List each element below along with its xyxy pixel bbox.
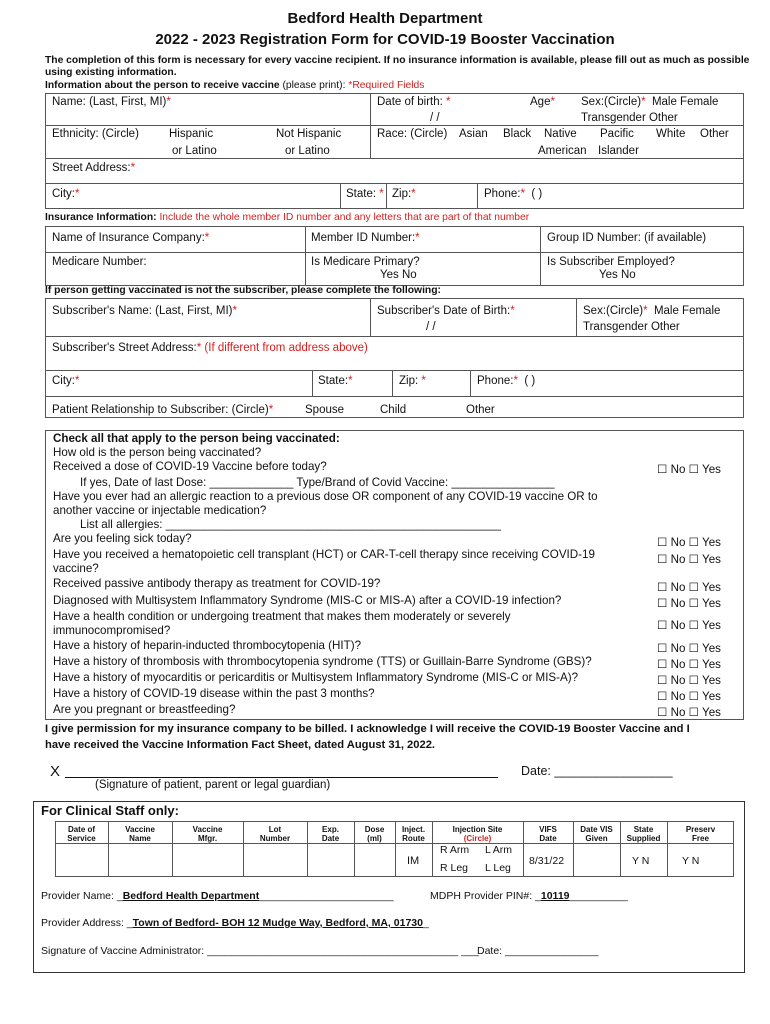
- noyes-pregnant[interactable]: ☐ No ☐ Yes: [657, 706, 721, 719]
- ethnicity-hispanic[interactable]: Hispanic: [169, 128, 214, 140]
- q-immuno-2: immunocompromised?: [53, 624, 171, 637]
- race-black[interactable]: Black: [503, 128, 532, 140]
- patient-age-field[interactable]: Age*: [530, 96, 555, 108]
- patient-dob-slashes: / /: [430, 112, 440, 124]
- relationship-label: Patient Relationship to Subscriber: (Circle)*: [52, 404, 274, 416]
- noyes-tts[interactable]: ☐ No ☐ Yes: [657, 658, 721, 671]
- site-l-arm[interactable]: L Arm: [485, 844, 513, 856]
- provider-address: Provider Address: _Town of Bedford- BOH 12 Mudge Way, Bedford, MA, 01730_: [41, 917, 429, 929]
- phone-field[interactable]: Phone:* ( ): [484, 188, 543, 200]
- intro-text-line1: The completion of this form is necessary for every vaccine recipient. If no insurance information is available, please fill out as much as possible: [45, 55, 750, 66]
- state-field[interactable]: State: *: [346, 188, 384, 200]
- patient-date-field[interactable]: Date: _________________: [521, 764, 673, 778]
- q-how-old: How old is the person being vaccinated?: [53, 446, 262, 459]
- q-hct-2: vaccine?: [53, 562, 99, 575]
- patient-sex-field[interactable]: Sex:(Circle)* Male Female: [581, 96, 719, 108]
- noyes-sick[interactable]: ☐ No ☐ Yes: [657, 553, 721, 566]
- medicare-primary-options[interactable]: Yes No: [380, 269, 417, 281]
- insurance-company-field[interactable]: Name of Insurance Company:*: [52, 232, 210, 244]
- race-native-2[interactable]: American: [538, 145, 587, 157]
- intro-text-line2: using existing information.: [45, 67, 177, 78]
- group-id-field[interactable]: Group ID Number: (if available): [547, 232, 707, 244]
- noyes-covid-3mo[interactable]: ☐ No ☐ Yes: [657, 690, 721, 703]
- ethnicity-hispanic-2[interactable]: or Latino: [172, 145, 217, 157]
- relationship-other[interactable]: Other: [466, 404, 495, 416]
- race-native[interactable]: Native: [544, 128, 577, 140]
- subscriber-sex-options[interactable]: Transgender Other: [583, 321, 680, 333]
- noyes-myocarditis[interactable]: ☐ No ☐ Yes: [657, 674, 721, 687]
- site-l-leg[interactable]: L Leg: [485, 862, 511, 874]
- preserv-free-value[interactable]: Y N: [682, 855, 700, 867]
- signature-x: X: [50, 763, 61, 780]
- administrator-signature-field[interactable]: Signature of Vaccine Administrator: ___________________________________________ ___: [41, 945, 479, 957]
- relationship-spouse[interactable]: Spouse: [305, 404, 345, 416]
- patient-signature-line[interactable]: [65, 777, 498, 778]
- q-hit: Have a history of heparin-inducted thrombocytopenia (HIT)?: [53, 639, 362, 652]
- q-immuno: Have a health condition or undergoing treatment that makes them moderately or severely: [53, 610, 511, 623]
- col-vifs-date: VIFS Date: [539, 825, 557, 843]
- route-value: IM: [407, 855, 420, 867]
- patient-dob-field[interactable]: Date of birth: *: [377, 96, 451, 108]
- q-covid-3mo: Have a history of COVID-19 disease within the past 3 months?: [53, 687, 375, 700]
- form-org-title: Bedford Health Department: [287, 10, 483, 27]
- noyes-allergic[interactable]: ☐ No ☐ Yes: [657, 536, 721, 549]
- subscriber-street-field[interactable]: Subscriber's Street Address:* (If different from address above): [52, 342, 368, 354]
- clinical-heading: For Clinical Staff only:: [41, 803, 179, 818]
- noyes-antibody[interactable]: ☐ No ☐ Yes: [657, 597, 721, 610]
- subscriber-employed-field: Is Subscriber Employed?: [547, 256, 675, 268]
- subscriber-name-field[interactable]: Subscriber's Name: (Last, First, MI)*: [52, 305, 237, 317]
- subscriber-zip-field[interactable]: Zip: *: [399, 375, 426, 387]
- q-hct: Have you received a hematopoietic cell transplant (HCT) or CAR-T-cell therapy since receiving COVID-19: [53, 548, 595, 561]
- q-last-dose: If yes, Date of last Dose: _____________ Type/Brand of Covid Vaccine: ________________: [80, 476, 555, 489]
- patient-name-field[interactable]: Name: (Last, First, MI)*: [52, 96, 171, 108]
- relationship-child[interactable]: Child: [380, 404, 407, 416]
- state-supplied-value[interactable]: Y N: [632, 855, 650, 867]
- subscriber-heading: If person getting vaccinated is not the subscriber, please complete the following:: [45, 285, 441, 296]
- race-pacific[interactable]: Pacific: [600, 128, 634, 140]
- q-pregnant: Are you pregnant or breastfeeding?: [53, 703, 236, 716]
- q-antibody: Received passive antibody therapy as treatment for COVID-19?: [53, 577, 381, 590]
- medicare-primary-field: Is Medicare Primary?: [311, 256, 420, 268]
- site-r-leg[interactable]: R Leg: [440, 862, 469, 874]
- mdph-pin: MDPH Provider PIN#: _10119__________: [430, 890, 628, 902]
- col-date-vis: Date VIS Given: [580, 825, 613, 843]
- col-state-supplied: State Supplied: [626, 825, 661, 843]
- administrator-date-field[interactable]: Date: ________________: [477, 945, 599, 957]
- street-address-field[interactable]: Street Address:*: [52, 162, 136, 174]
- q-myocarditis: Have a history of myocarditis or pericarditis or Multisystem Inflammatory Syndrome (MIS-C or MIS-A)?: [53, 671, 579, 684]
- col-lot-number: Lot Number: [259, 825, 291, 843]
- ethnicity-not-hispanic[interactable]: Not Hispanic: [276, 128, 342, 140]
- provider-name: Provider Name: _Bedford Health Department_______________________: [41, 890, 394, 902]
- subscriber-sex-field[interactable]: Sex:(Circle)* Male Female: [583, 305, 721, 317]
- subscriber-employed-options[interactable]: Yes No: [599, 269, 636, 281]
- signature-caption: (Signature of patient, parent or legal guardian): [95, 779, 331, 791]
- vifs-date-value: 8/31/22: [529, 855, 565, 867]
- noyes-hit[interactable]: ☐ No ☐ Yes: [657, 642, 721, 655]
- q-received-dose: Received a dose of COVID-19 Vaccine before today?: [53, 460, 327, 473]
- site-r-arm[interactable]: R Arm: [440, 844, 470, 856]
- checklist-heading: Check all that apply to the person being vaccinated:: [53, 432, 340, 445]
- subscriber-state-field[interactable]: State:*: [318, 375, 353, 387]
- consent-line1: I give permission for my insurance company to be billed. I acknowledge I will receive the COVID-19 Booster Vaccine and I: [45, 723, 690, 735]
- required-fields-note: *Required Fields: [348, 80, 425, 91]
- member-id-field[interactable]: Member ID Number:*: [311, 232, 420, 244]
- consent-line2: have received the Vaccine Information Fact Sheet, dated August 31, 2022.: [45, 739, 436, 751]
- ethnicity-label: Ethnicity: (Circle): [52, 128, 139, 140]
- subscriber-city-field[interactable]: City:*: [52, 375, 80, 387]
- race-white[interactable]: White: [656, 128, 686, 140]
- col-date-of-service: Date of Service: [67, 825, 96, 843]
- race-label: Race: (Circle): [377, 128, 448, 140]
- city-field[interactable]: City:*: [52, 188, 80, 200]
- person-info-plain: (please print):: [282, 80, 346, 91]
- q-sick: Are you feeling sick today?: [53, 532, 192, 545]
- person-info-heading: [45, 80, 424, 91]
- q-tts: Have a history of thrombosis with thrombocytopenia syndrome (TTS) or Guillain-Barre Syndrome (GBS)?: [53, 655, 592, 668]
- form-title: 2022 - 2023 Registration Form for COVID-19 Booster Vaccination: [155, 31, 615, 48]
- q-allergies-list: List all allergies: ____________________________________________________: [80, 518, 501, 531]
- zip-field[interactable]: Zip:*: [392, 188, 416, 200]
- noyes-immuno[interactable]: ☐ No ☐ Yes: [657, 619, 721, 632]
- col-exp-date: Exp. Date: [321, 825, 340, 843]
- race-pacific-2[interactable]: Islander: [598, 145, 639, 157]
- subscriber-dob-field[interactable]: Subscriber's Date of Birth:*: [377, 305, 515, 317]
- subscriber-dob-slashes: / /: [426, 321, 436, 333]
- col-dose: Dose (ml): [364, 825, 385, 843]
- patient-sex-options[interactable]: Transgender Other: [581, 112, 678, 124]
- col-vaccine-name: Vaccine Name: [125, 825, 155, 843]
- race-asian[interactable]: Asian: [459, 128, 488, 140]
- col-vaccine-mfgr: Vaccine Mfgr.: [192, 825, 223, 843]
- noyes-hct[interactable]: ☐ No ☐ Yes: [657, 581, 721, 594]
- subscriber-phone-field[interactable]: Phone:* ( ): [477, 375, 536, 387]
- race-other[interactable]: Other: [700, 128, 729, 140]
- medicare-number-field[interactable]: Medicare Number:: [52, 256, 147, 268]
- q-allergic: Have you ever had an allergic reaction to a previous dose OR component of any COVID-19 vaccine OR to: [53, 490, 598, 503]
- col-injection-site: Injection Site (Circle): [452, 825, 503, 843]
- insurance-heading: Insurance Information: Include the whole member ID number and any letters that are part of that number: [45, 212, 530, 223]
- ethnicity-not-hispanic-2[interactable]: or Latino: [285, 145, 330, 157]
- col-preserv-free: Preserv Free: [685, 825, 716, 843]
- q-allergic-2: another vaccine or injectable medication?: [53, 504, 267, 517]
- q-mis: Diagnosed with Multisystem Inflammatory Syndrome (MIS-C or MIS-A) after a COVID-19 infection?: [53, 594, 562, 607]
- col-inject-route: Inject. Route: [401, 825, 426, 843]
- noyes-received-dose[interactable]: ☐ No ☐ Yes: [657, 463, 721, 476]
- person-info-bold: Information about the person to receive vaccine: [45, 80, 280, 91]
